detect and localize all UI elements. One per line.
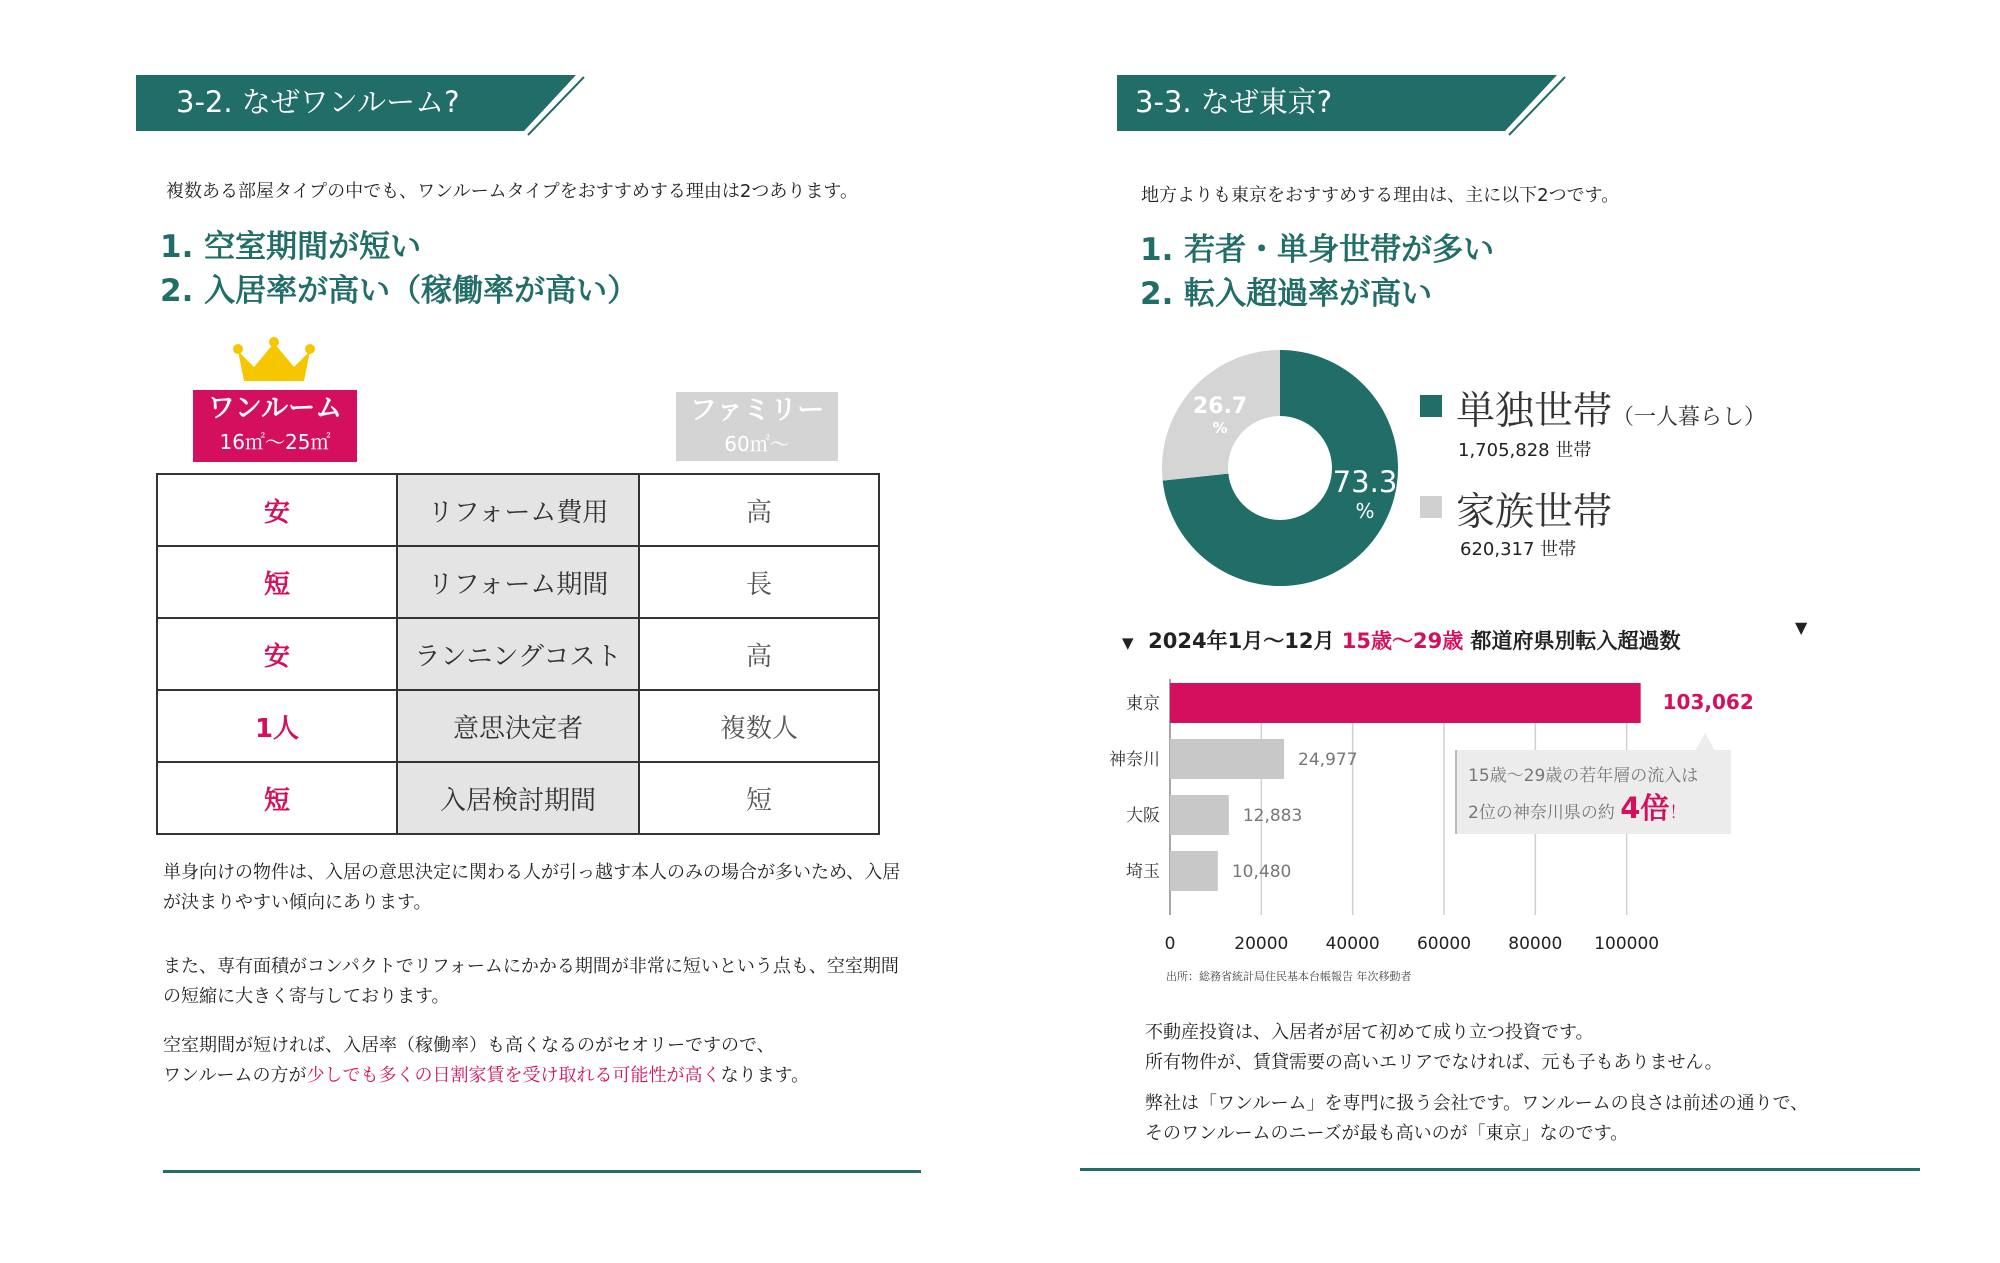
- bar-value-label: 103,062: [1662, 690, 1754, 714]
- one-room-badge: [193, 390, 357, 462]
- family-legend-label: 家族世帯: [1456, 490, 1613, 535]
- callout-text: [1468, 760, 1698, 829]
- triangle-down-icon: ▼: [1122, 634, 1134, 652]
- family-pct-sign: %: [1212, 419, 1228, 437]
- single-pct-value: 73.3: [1332, 465, 1398, 499]
- left-paragraph-3-line1: 空室期間が短ければ、入居率（稼働率）も高くなるのがセオリーですので、: [163, 1035, 775, 1056]
- left-point-2: 2. 入居率が高い（稼働率が高い）: [160, 273, 639, 309]
- table-row: [157, 546, 879, 618]
- bar-category-label: 神奈川: [1109, 750, 1160, 770]
- bar-category-label: 大阪: [1126, 806, 1160, 826]
- left-footer-rule: [163, 1170, 921, 1173]
- family-size: 60㎡～: [724, 432, 790, 456]
- family-cell: 高: [639, 474, 879, 546]
- left-paragraph-2: また、専有面積がコンパクトでリフォームにかかる期間が非常に短いという点も、空室期間の短縮に大きく寄与しております。: [163, 956, 899, 1007]
- family-cell: 短: [639, 762, 879, 834]
- left-paragraph-3-line2: [163, 1061, 923, 1091]
- callout-pointer: [1695, 733, 1715, 751]
- chart-source: 出所：総務省統計局住民基本台帳報告 年次移動者: [1166, 970, 1412, 983]
- one-room-cell: 短: [157, 762, 397, 834]
- family-cell: 長: [639, 546, 879, 618]
- bar-3: [1170, 851, 1218, 891]
- callout-line-1: 15歳～29歳の若年層の流入は: [1468, 766, 1699, 786]
- chart-title-suffix: 都道府県別転入超過数: [1470, 629, 1681, 653]
- bar-value-label: 24,977: [1298, 750, 1358, 770]
- x-tick-label: 20000: [1234, 934, 1289, 954]
- chart-title: [1122, 625, 1681, 655]
- triangle-down-icon: ▼: [1795, 618, 1808, 637]
- left-section-title: 3-2. なぜワンルーム?: [176, 85, 460, 119]
- family-legend-swatch: [1420, 496, 1442, 518]
- family-cell: 複数人: [639, 690, 879, 762]
- right-point-1: 1. 若者・単身世帯が多い: [1140, 232, 1495, 268]
- one-room-size: 16㎡～25㎡: [219, 430, 331, 454]
- crown-icon: [232, 337, 316, 387]
- right-point-2: 2. 転入超過率が高い: [1140, 276, 1433, 312]
- x-tick-label: 40000: [1325, 934, 1380, 954]
- left-paragraph-1: 単身向けの物件は、入居の意思決定に関わる人が引っ越す本人のみの場合が多いため、入居が決まりやすい傾向にあります。: [163, 862, 901, 913]
- callout-line-2: [1468, 792, 1698, 829]
- callout-highlight: 4倍: [1620, 791, 1670, 825]
- single-sub: （一人暮らし）: [1612, 405, 1767, 430]
- para3-suffix: なります。: [720, 1065, 810, 1086]
- table-row: [157, 762, 879, 834]
- x-tick-label: 100000: [1594, 934, 1660, 954]
- left-paragraph-3: [163, 1031, 923, 1091]
- x-tick-label: 60000: [1416, 934, 1472, 954]
- criterion-cell: 意思決定者: [397, 690, 639, 762]
- callout-prefix: 2位の神奈川県の約: [1468, 803, 1615, 823]
- single-count: 1,705,828 世帯: [1458, 440, 1592, 461]
- para3-highlight: 少しでも多くの日割家賃を受け取れる可能性が高く: [306, 1065, 721, 1086]
- one-room-cell: 安: [157, 618, 397, 690]
- bar-2: [1170, 795, 1229, 835]
- para3-prefix: ワンルームの方が: [163, 1065, 307, 1086]
- chart-title-prefix: 2024年1月～12月: [1148, 629, 1335, 653]
- criterion-cell: リフォーム期間: [397, 546, 639, 618]
- criterion-cell: 入居検討期間: [397, 762, 639, 834]
- one-room-cell: 1人: [157, 690, 397, 762]
- single-legend-label: [1456, 380, 1766, 436]
- table-row: [157, 690, 879, 762]
- right-paragraph-1: [1145, 1018, 1723, 1078]
- donut-single-pct: [1330, 465, 1400, 523]
- family-cell: 高: [639, 618, 879, 690]
- bar-0: [1170, 683, 1641, 723]
- bar-value-label: 12,883: [1242, 806, 1303, 826]
- right-paragraph-1-line2: 所有物件が、賃貸需要の高いエリアでなければ、元も子もありません。: [1145, 1052, 1723, 1073]
- single-label: 単独世帯: [1456, 389, 1613, 434]
- chart-title-highlight: 15歳～29歳: [1341, 629, 1464, 653]
- comparison-table: [156, 473, 880, 835]
- one-room-label: ワンルーム: [207, 393, 343, 424]
- right-intro-text: 地方よりも東京をおすすめする理由は、主に以下2つです。: [1141, 185, 1620, 206]
- criterion-cell: リフォーム費用: [397, 474, 639, 546]
- single-legend-swatch: [1420, 395, 1442, 417]
- family-badge: [676, 392, 838, 461]
- right-section-title: 3-3. なぜ東京?: [1135, 85, 1333, 119]
- x-tick-label: 80000: [1508, 934, 1563, 954]
- callout-suffix: ！: [1669, 803, 1687, 823]
- right-paragraph-2: [1145, 1089, 1808, 1149]
- family-pct-value: 26.7: [1192, 394, 1248, 419]
- x-tick-label: 0: [1164, 934, 1176, 954]
- family-label: ファミリー: [689, 395, 825, 426]
- left-intro-text: 複数ある部屋タイプの中でも、ワンルームタイプをおすすめする理由は2つあります。: [166, 181, 858, 202]
- right-paragraph-2-line1: 弊社は「ワンルーム」を専門に扱う会社です。ワンルームの良さは前述の通りで、: [1145, 1093, 1809, 1114]
- bar-value-label: 10,480: [1231, 862, 1292, 882]
- bar-category-label: 埼玉: [1126, 862, 1160, 882]
- single-pct-sign: %: [1355, 499, 1375, 523]
- family-count: 620,317 世帯: [1460, 539, 1577, 560]
- right-paragraph-1-line1: 不動産投資は、入居者が居て初めて成り立つ投資です。: [1145, 1022, 1594, 1043]
- one-room-cell: 短: [157, 546, 397, 618]
- bar-1: [1170, 739, 1284, 779]
- right-footer-rule: [1080, 1168, 1920, 1171]
- table-row: [157, 474, 879, 546]
- table-row: [157, 618, 879, 690]
- left-point-1: 1. 空室期間が短い: [160, 229, 422, 265]
- criterion-cell: ランニングコスト: [397, 618, 639, 690]
- one-room-cell: 安: [157, 474, 397, 546]
- donut-family-pct: [1190, 394, 1250, 437]
- right-paragraph-2-line2: そのワンルームのニーズが最も高いのが「東京」なのです。: [1145, 1123, 1629, 1144]
- bar-category-label: 東京: [1126, 694, 1160, 714]
